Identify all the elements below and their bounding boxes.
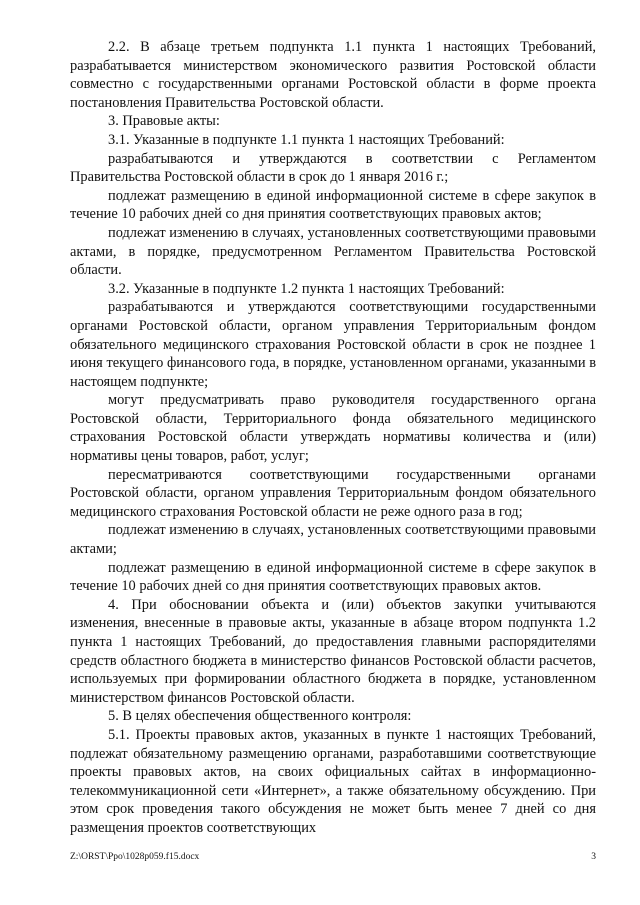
paragraph-3-2-publish: подлежат размещению в единой информационной системе в сфере закупок в течение 10 рабочих дней со дня принятия соответствующих правовых актов. bbox=[70, 559, 596, 595]
paragraph-3-2-review: пересматриваются соответствующими государственными органами Ростовской области, органом управления Территориальным фондом обязательного медицинского страхования Ростовской области не реже одного раза в год; bbox=[70, 466, 596, 520]
paragraph-3-1-amend: подлежат изменению в случаях, установленных соответствующими правовыми актами, в порядке, предусмотренном Регламентом Правительства Ростовской области. bbox=[70, 224, 596, 279]
paragraph-5-1: 5.1. Проекты правовых актов, указанных в пункте 1 настоящих Требований, подлежат обязательному размещению органами, разработавшими соответствующие проекты правовых актов, на своих официальных сайтах в информационно-телекоммуникационной сети «Интернет», а также обязательному обсуждению. При этом срок проведения такого обсуждения не может быть менее 7 дней со дня размещения проектов соответствующих bbox=[70, 726, 596, 836]
paragraph-3-heading: 3. Правовые акты: bbox=[108, 113, 220, 130]
paragraph-3-2-amend: подлежат изменению в случаях, установленных соответствующими правовыми актами; bbox=[70, 522, 596, 558]
file-path: Z:\ORST\Ppo\1028p059.f15.docx bbox=[70, 852, 200, 862]
document-body bbox=[70, 38, 596, 838]
paragraph-3-2: 3.2. Указанные в подпункте 1.2 пункта 1 настоящих Требований: bbox=[108, 280, 505, 297]
page-number: 3 bbox=[591, 852, 596, 862]
paragraph-5-heading: 5. В целях обеспечения общественного контроля: bbox=[108, 708, 412, 725]
paragraph-3-1-develop: разрабатываются и утверждаются в соответствии с Регламентом Правительства Ростовской области в срок до 1 января 2016 г.; bbox=[70, 150, 596, 186]
paragraph-2-2: 2.2. В абзаце третьем подпункта 1.1 пункта 1 настоящих Требований, разрабатывается министерством экономического развития Ростовской области совместно с государственными органами Ростовской области в форме проекта постановления Правительства Ростовской области. bbox=[70, 39, 596, 111]
paragraph-3-1-publish: подлежат размещению в единой информационной системе в сфере закупок в течение 10 рабочих дней со дня принятия соответствующих правовых актов; bbox=[70, 187, 596, 223]
paragraph-4: 4. При обосновании объекта и (или) объектов закупки учитываются изменения, внесенные в правовые акты, указанные в абзаце втором подпункта 1.2 пункта 1 настоящих Требований, до предоставления главными распорядителями средств областного бюджета в министерство финансов Ростовской области расчетов, используемых при формировании областного бюджета в порядке, установленном министерством финансов Ростовской области. bbox=[70, 596, 596, 706]
paragraph-3-2-develop: разрабатываются и утверждаются соответствующими государственными органами Ростовской области, органом управления Территориальным фондом обязательного медицинского страхования Ростовской области в срок не позднее 1 июня текущего финансового года, в порядке, установленном органами, указанными в настоящем подпункте; bbox=[70, 299, 596, 390]
paragraph-3-2-rights: могут предусматривать право руководителя государственного органа Ростовской области, Территориального фонда обязательного медицинского страхования Ростовской области утверждать нормативы количества и (или) нормативы цены товаров, работ, услуг; bbox=[70, 392, 596, 465]
paragraph-3-1: 3.1. Указанные в подпункте 1.1 пункта 1 настоящих Требований: bbox=[108, 131, 505, 148]
